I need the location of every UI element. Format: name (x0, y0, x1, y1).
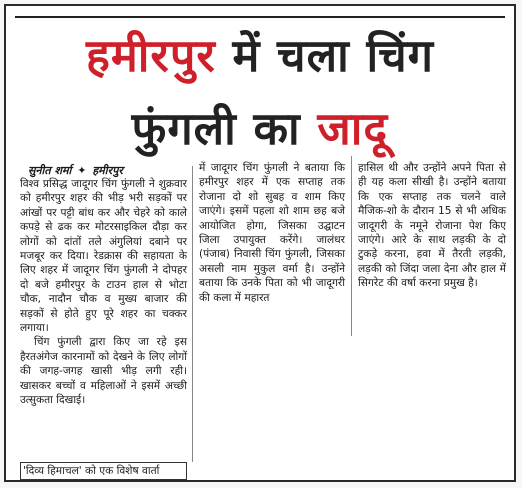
headline-line-2 (6, 101, 514, 157)
col2-text: में जादूगर चिंग फुंगली ने बताया कि हमीरपुर शहर में एक सप्ताह तक रोजाना दो शो सुबह व शाम किए जाएंगे। इसमें पहला शो शाम छह बजे आयोजित होगा, जिसका उद्घाटन जिला उपायुक्त करेंगे। जालंधर (पंजाब) निवासी चिंग फुंगली, जिसका असली नाम मुकुल वर्मा है। उन्होंने बताया कि उनके पिता को भी जादूगरी की कला में महारत (199, 162, 345, 304)
article-column-2 (199, 161, 345, 305)
col1-paragraph-1: विश्व प्रसिद्ध जादूगर चिंग फुंगली ने शुक्रवार को हमीरपुर शहर की भीड़ भरी सड़कों पर आंखों पर पट्टी बांध कर और चेहरे को काले कपड़े से ढक कर मोटरसाइकिल दौड़ा कर लोगों को दांतों तले अंगुलियां दबाने पर मजबूर कर दिया। रेडक्रास की सहायता के लिए शहर में जादूगर चिंग फुंगली ने दोपहर दो बजे हमीरपुर के टाउन हाल से भोटा चौक, नादौन चौक व मुख्य बाजार की सड़कों से होते हुए पूरे शहर का चक्कर लगाया। (20, 178, 187, 335)
column-divider-2 (351, 156, 352, 336)
byline-author: सुनीत शर्मा (28, 164, 72, 177)
headline-line-1 (6, 28, 514, 84)
newspaper-clipping (4, 4, 516, 482)
headline-word-jadu: जादू (317, 102, 389, 155)
headline-text-1: में चला चिंग (232, 29, 435, 82)
col1-paragraph-3: 'दिव्य हिमाचल' को एक विशेष वार्ता (23, 465, 160, 477)
col3-text: हासिल थी और उन्होंने अपने पिता से ही यह कला सीखी है। उन्होंने बताया कि एक सप्ताह तक चलने वाले मैजिक-शो के दौरान 15 से भी अधिक जादूगरी के नमूने रोजाना पेश किए जाएंगे। आरे के साथ लड़की के दो टुकड़े करना, हवा में तैरती लड़की, लड़की को जिंदा जला देना और हाल में सिगरेट की वर्षा करना प्रमुख है। (358, 162, 506, 290)
byline-place: हमीरपुर (92, 164, 123, 177)
headline-text-2: फुंगली का (131, 102, 301, 155)
article-column-1 (20, 177, 187, 408)
headline-word-hamirpur: हमीरपुर (85, 29, 216, 82)
byline (28, 163, 123, 178)
col1-footer-box (20, 462, 187, 480)
star-icon: ✦ (77, 164, 87, 177)
column-divider-1 (192, 166, 193, 462)
top-rule (15, 16, 505, 18)
col1-paragraph-2: चिंग फुंगली द्वारा किए जा रहे इस हैरतअंगेज कारनामों को देखने के लिए लोगों की जगह-जगह खासी भीड़ लगी रही। खासकर बच्चों व महिलाओं ने इसमें अच्छी उत्सुकता दिखाई। (20, 336, 187, 407)
article-column-3 (358, 161, 506, 291)
